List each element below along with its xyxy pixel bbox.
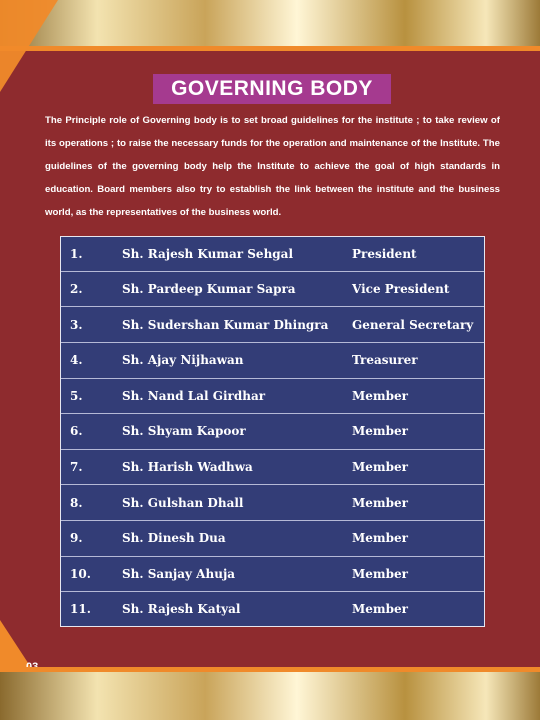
member-number: 9. <box>70 531 83 546</box>
member-name: Sh. Rajesh Katyal <box>122 602 241 617</box>
member-number: 4. <box>70 353 83 368</box>
member-number: 11. <box>70 602 91 617</box>
table-row <box>61 556 484 592</box>
member-role: Member <box>352 495 408 510</box>
member-role: Member <box>352 602 408 617</box>
top-gold-band <box>0 0 540 46</box>
member-role: Member <box>352 531 408 546</box>
table-row <box>61 485 484 521</box>
member-role: Vice President <box>352 282 450 297</box>
table-row <box>61 592 484 626</box>
member-number: 1. <box>70 246 83 261</box>
member-role: General Secretary <box>352 317 474 332</box>
member-name: Sh. Ajay Nijhawan <box>122 353 244 368</box>
top-orange-stripe <box>0 46 540 51</box>
member-number: 8. <box>70 495 83 510</box>
member-role: Treasurer <box>352 353 418 368</box>
member-role: President <box>352 246 417 261</box>
intro-paragraph: The Principle role of Governing body is to set broad guidelines for the institute ; to take review of its operations ; to raise the necessary funds for the operation and maintenance of the Institute. The guidelines of the governing body help the Institute to achieve the goal of high standards in education. Board members also try to establish the link between the institute and the business world, as the representatives of the business world. <box>45 115 500 218</box>
member-name: Sh. Harish Wadhwa <box>122 460 253 475</box>
member-role: Member <box>352 460 408 475</box>
table-row <box>61 271 484 307</box>
member-number: 7. <box>70 460 83 475</box>
table-row <box>61 520 484 556</box>
table-row <box>61 343 484 379</box>
member-number: 10. <box>70 566 91 581</box>
member-name: Sh. Shyam Kapoor <box>122 424 246 439</box>
member-name: Sh. Sanjay Ahuja <box>122 566 236 581</box>
member-number: 6. <box>70 424 83 439</box>
top-left-orange-corner <box>0 0 58 92</box>
member-name: Sh. Pardeep Kumar Sapra <box>122 282 296 297</box>
member-name: Sh. Sudershan Kumar Dhingra <box>122 317 329 332</box>
page-title: GOVERNING BODY <box>153 74 391 104</box>
table-row <box>61 449 484 485</box>
member-name: Sh. Dinesh Dua <box>122 531 226 546</box>
members-table <box>60 236 485 627</box>
table-row <box>61 307 484 343</box>
bottom-gold-band <box>0 672 540 720</box>
member-name: Sh. Gulshan Dhall <box>122 495 244 510</box>
table-row <box>61 237 484 271</box>
member-role: Member <box>352 566 408 581</box>
member-name: Sh. Rajesh Kumar Sehgal <box>122 246 294 261</box>
table-row <box>61 414 484 450</box>
member-number: 5. <box>70 388 83 403</box>
member-role: Member <box>352 424 408 439</box>
member-number: 3. <box>70 317 83 332</box>
member-role: Member <box>352 388 408 403</box>
table-row <box>61 378 484 414</box>
member-number: 2. <box>70 282 83 297</box>
member-name: Sh. Nand Lal Girdhar <box>122 388 266 403</box>
